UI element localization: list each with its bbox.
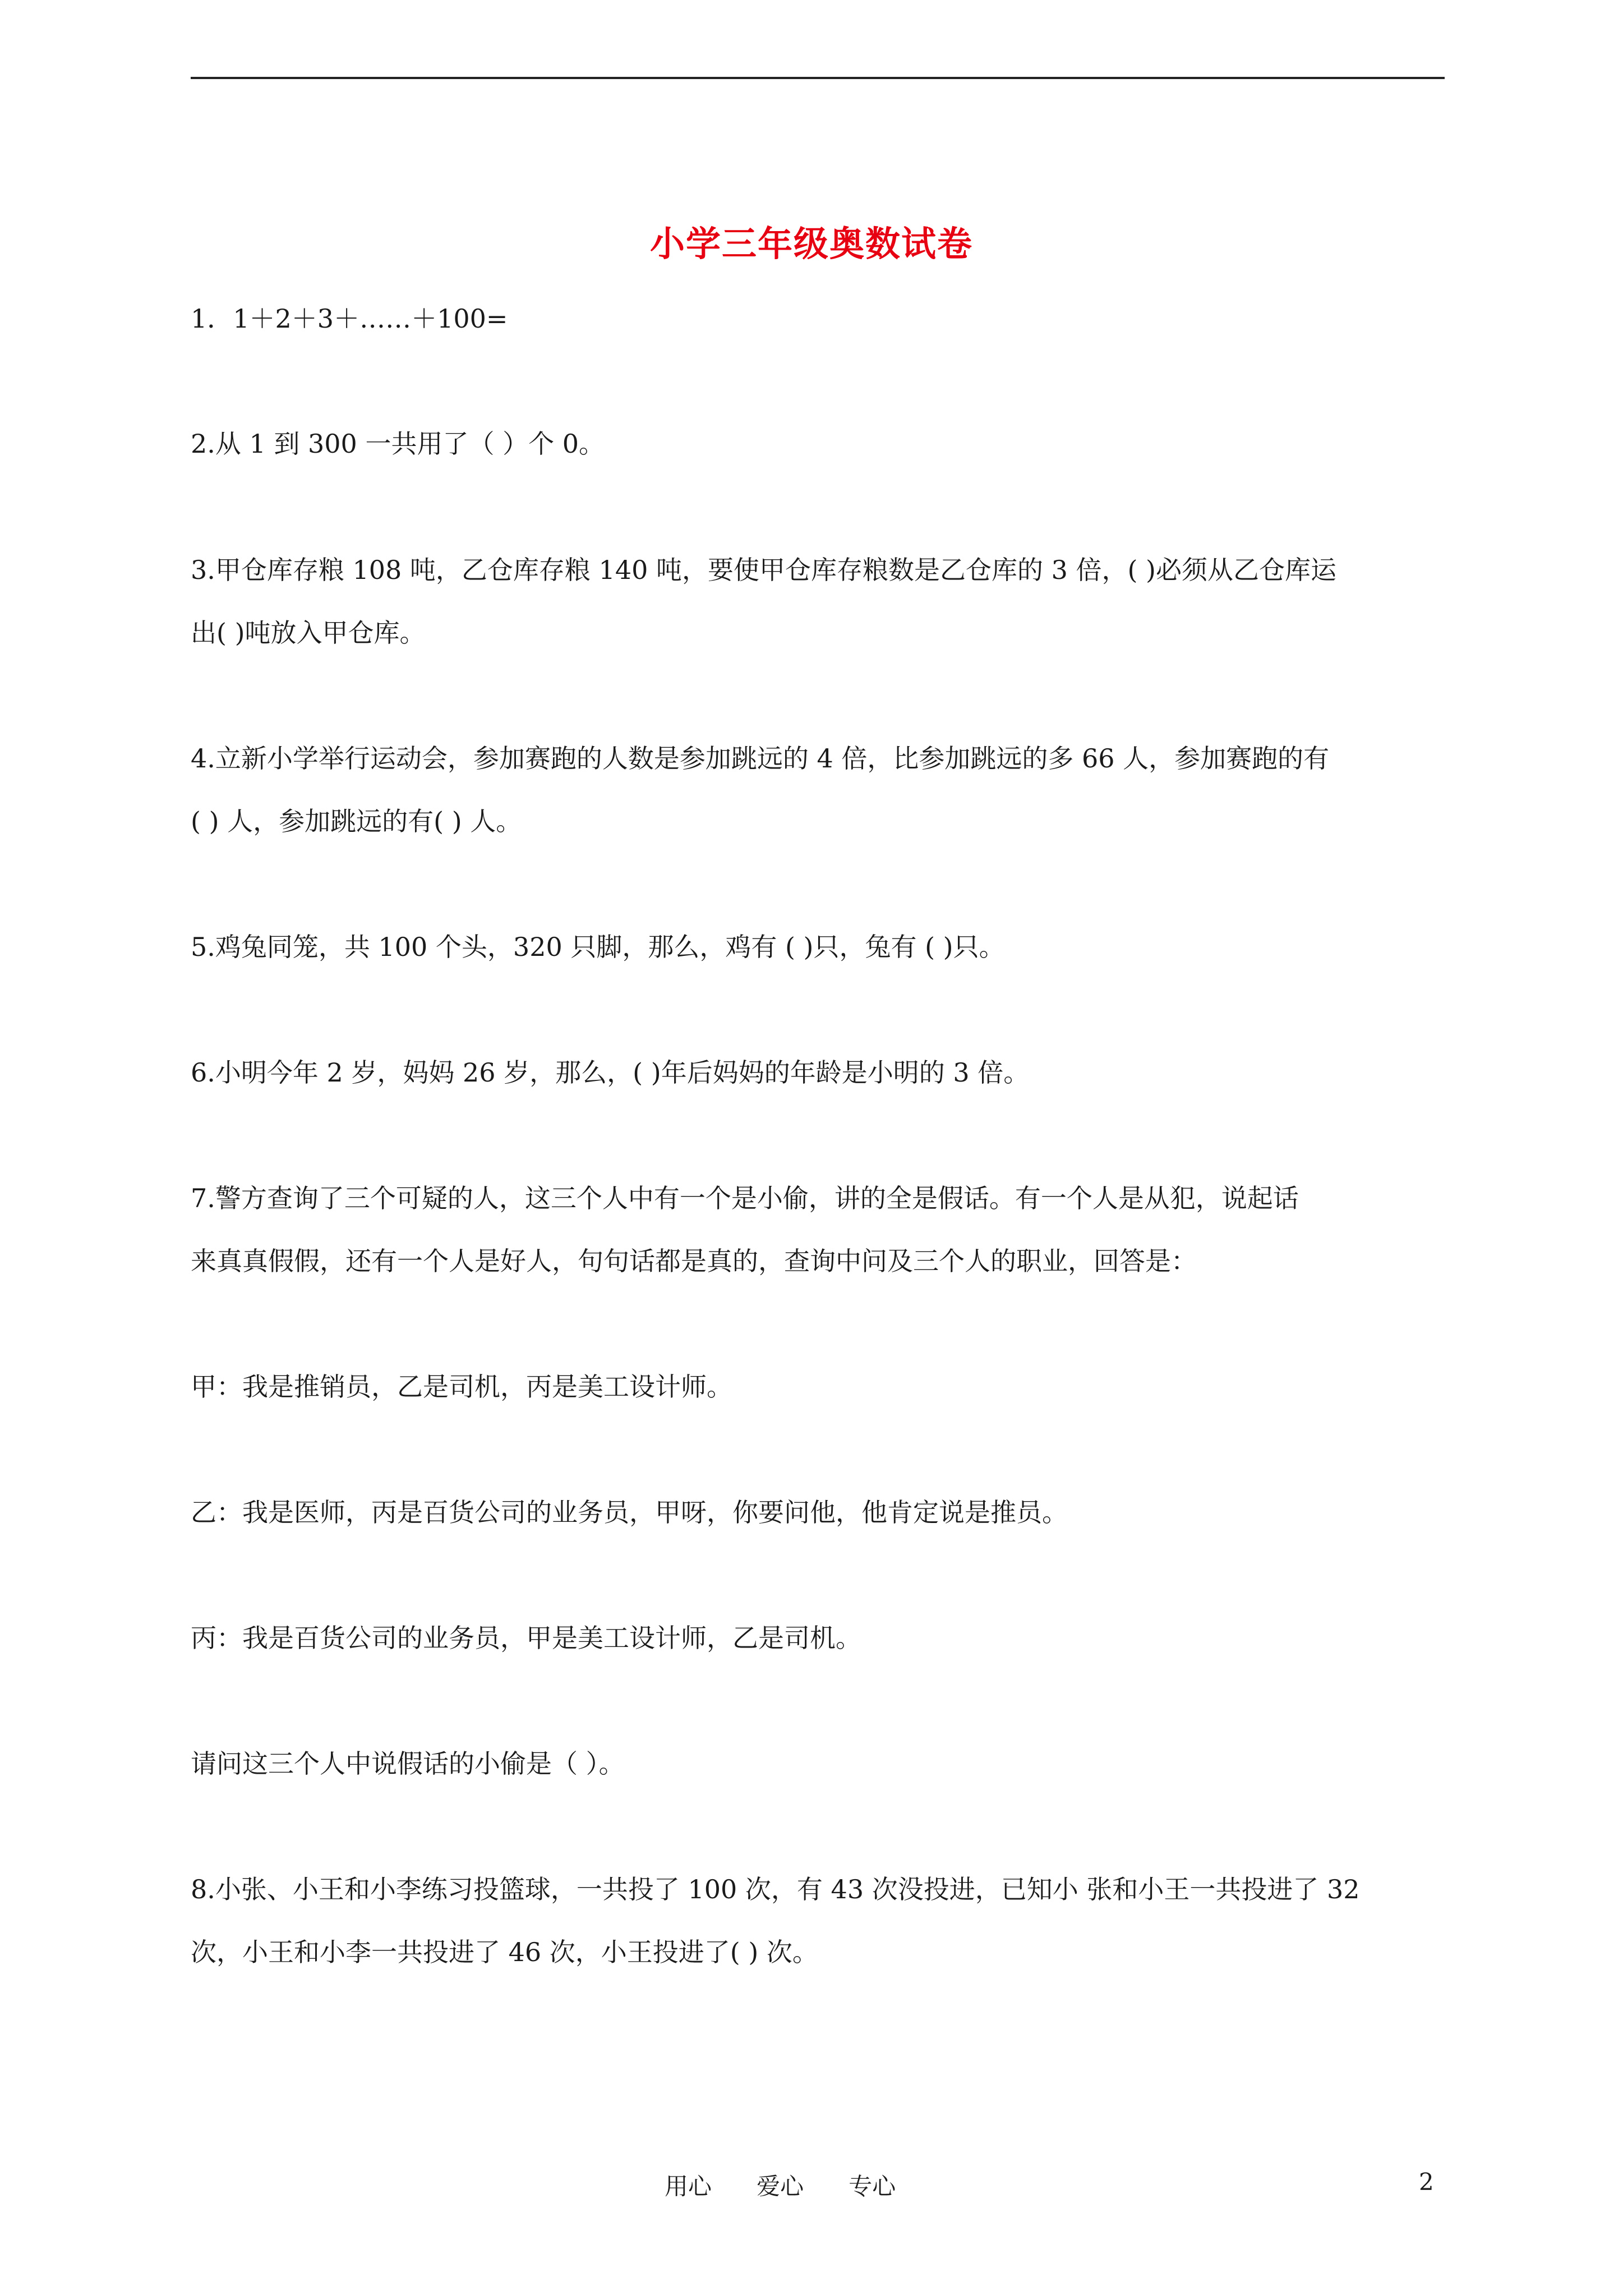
question-4-line-1: 4.立新小学举行运动会，参加赛跑的人数是参加跳远的 4 倍，比参加跳远的多 66 人，参加赛跑的有 <box>191 743 1330 774</box>
question-7-line-1: 7.警方查询了三个可疑的人，这三个人中有一个是小偷，讲的全是假话。有一个人是从犯，说起话 <box>191 1183 1299 1213</box>
question-3-line-1: 3.甲仓库存粮 108 吨，乙仓库存粮 140 吨，要使甲仓库存粮数是乙仓库的 3 倍，( )必须从乙仓库运 <box>191 555 1337 585</box>
page-number: 2 <box>1419 2168 1434 2196</box>
question-5: 5.鸡兔同笼，共 100 个头，320 只脚，那么，鸡有 ( )只，兔有 ( )只。 <box>191 932 1005 962</box>
question-3-line-2: 出( )吨放入甲仓库。 <box>191 618 426 648</box>
question-7-statement-jia: 甲：我是推销员，乙是司机，丙是美工设计师。 <box>191 1372 732 1402</box>
page-footer <box>0 2168 1623 2202</box>
question-4-line-2: ( ) 人，参加跳远的有( ) 人。 <box>191 806 522 836</box>
question-7-statement-yi: 乙：我是医师，丙是百货公司的业务员，甲呀，你要问他，他肯定说是推员。 <box>191 1497 1068 1527</box>
question-6: 6.小明今年 2 岁，妈妈 26 岁，那么，( )年后妈妈的年龄是小明的 3 倍。 <box>191 1057 1030 1088</box>
question-8-line-1: 8.小张、小王和小李练习投篮球，一共投了 100 次，有 43 次没投进，已知小 张和小王一共投进了 32 <box>191 1874 1360 1904</box>
question-7-line-2: 来真真假假，还有一个人是好人，句句话都是真的，查询中问及三个人的职业，回答是： <box>191 1246 1197 1276</box>
question-7-statement-bing: 丙：我是百货公司的业务员，甲是美工设计师，乙是司机。 <box>191 1623 861 1653</box>
question-1: 1．1＋2＋3＋……＋100= <box>191 303 508 334</box>
question-7-prompt: 请问这三个人中说假话的小偷是（ ）。 <box>191 1749 625 1779</box>
question-8-line-2: 次，小王和小李一共投进了 46 次，小王投进了( ) 次。 <box>191 1937 818 1967</box>
header-rule <box>191 77 1445 79</box>
footer-motto: 用心 爱心 专心 <box>665 2173 896 2200</box>
page-title: 小学三年级奥数试卷 <box>649 223 973 264</box>
question-2: 2.从 1 到 300 一共用了（ ）个 0。 <box>191 429 605 459</box>
